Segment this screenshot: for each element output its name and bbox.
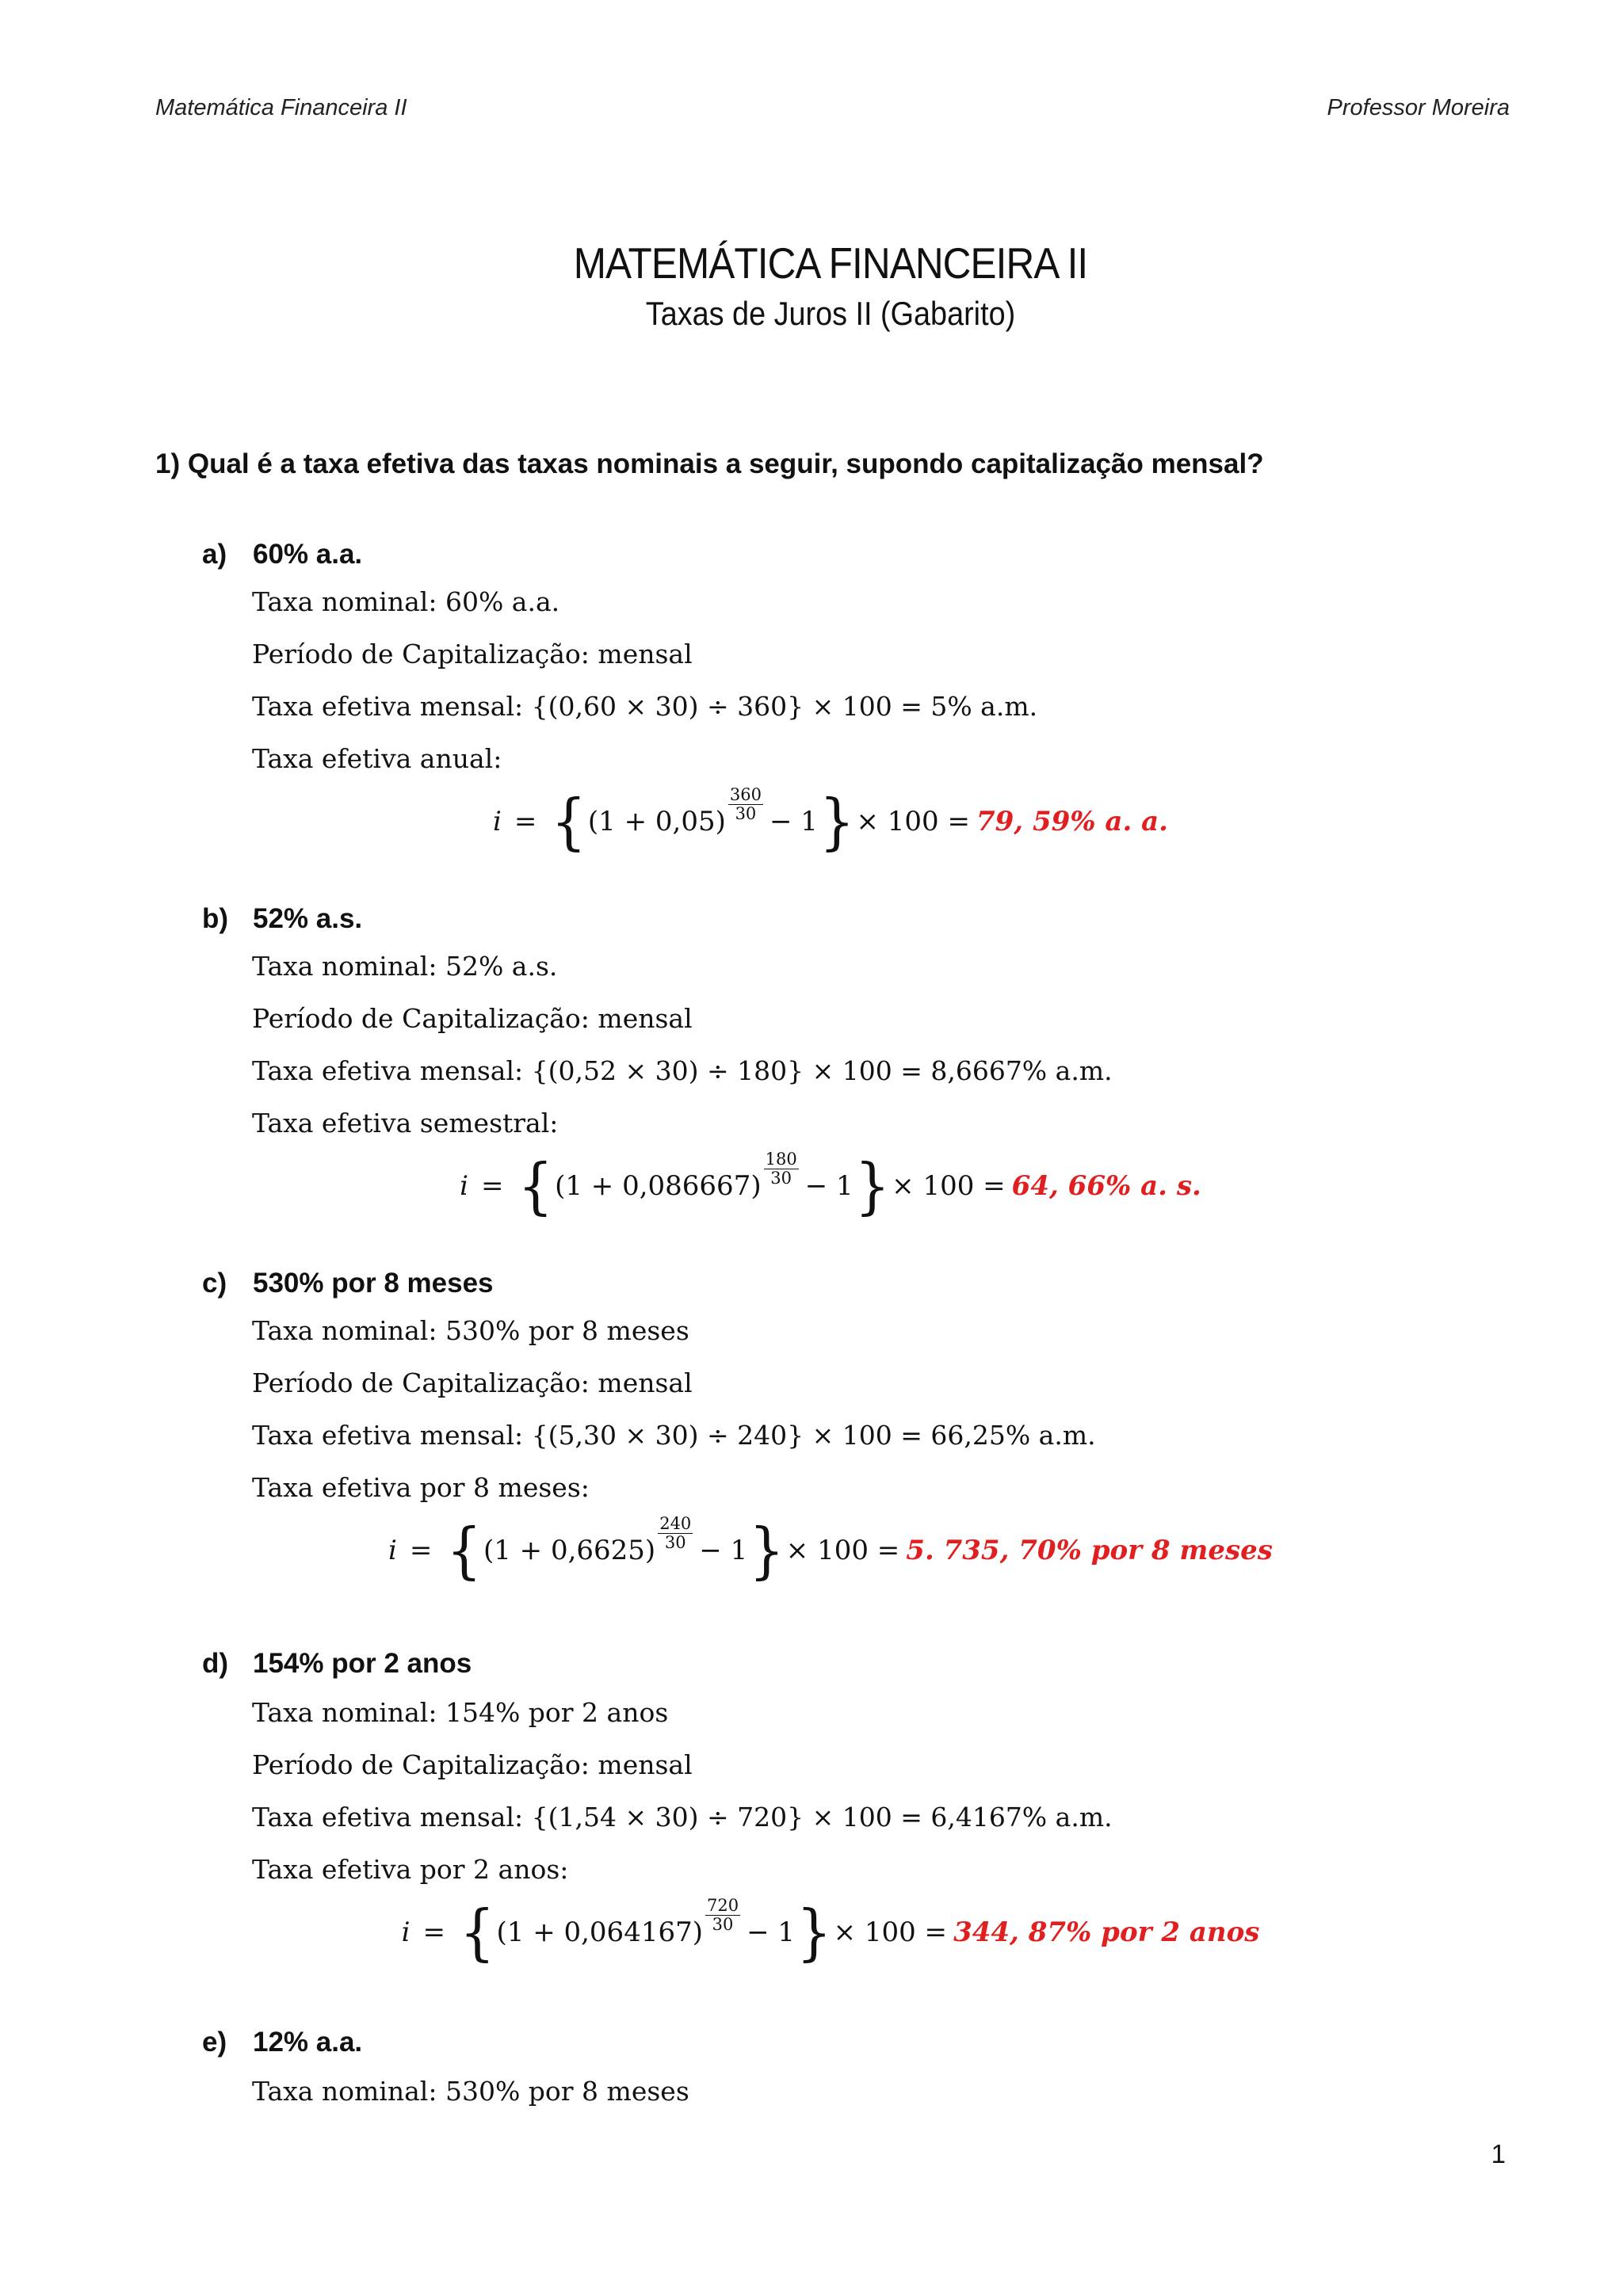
item-c-efetiva-label: Taxa efetiva por 8 meses:: [252, 1472, 590, 1503]
item-c-heading: [202, 1268, 494, 1299]
formula-tail: × 100 =: [892, 1170, 1006, 1202]
item-d-formula: i = { (1 + 0,064167) $\frac{720}{30}$ − 1 } × 100 = 344, 87% por 2 anos: [401, 1896, 1260, 1969]
formula-minus: − 1: [747, 1917, 796, 1948]
formula-result: 79, 59% a. a.: [976, 806, 1168, 837]
formula-minus: − 1: [769, 806, 818, 837]
question-1: 1) Qual é a taxa efetiva das taxas nominais a seguir, supondo capitalização mensal?: [155, 448, 1264, 479]
document-title: MATEMÁTICA FINANCEIRA II: [573, 238, 1088, 288]
formula-tail: × 100 =: [833, 1917, 948, 1948]
formula-tail: × 100 =: [785, 1535, 900, 1566]
item-label: a): [202, 539, 227, 570]
formula-base: (1 + 0,064167): [496, 1917, 703, 1948]
item-a-mensal: Taxa efetiva mensal: {(0,60 × 30) ÷ 360} × 100 = 5% a.m.: [252, 691, 1038, 722]
item-a-periodo: Período de Capitalização: mensal: [252, 639, 693, 669]
formula-exponent: $\frac{360}{30}$: [729, 785, 762, 823]
header-right: Professor Moreira: [1327, 95, 1510, 120]
item-d-mensal: Taxa efetiva mensal: {(1,54 × 30) ÷ 720} × 100 = 6,4167% a.m.: [252, 1802, 1113, 1833]
formula-minus: − 1: [699, 1535, 748, 1566]
item-label: d): [202, 1648, 229, 1679]
formula-var: i: [401, 1917, 411, 1948]
formula-var: i: [460, 1170, 469, 1202]
item-title: 12% a.a.: [253, 2027, 363, 2058]
formula-var: i: [388, 1535, 397, 1566]
formula-base: (1 + 0,6625): [483, 1535, 656, 1566]
item-c-periodo: Período de Capitalização: mensal: [252, 1367, 693, 1398]
item-c-nominal: Taxa nominal: 530% por 8 meses: [252, 1315, 689, 1346]
item-e-nominal: Taxa nominal: 530% por 8 meses: [252, 2076, 689, 2107]
item-d-nominal: Taxa nominal: 154% por 2 anos: [252, 1697, 669, 1728]
formula-exponent: $\frac{720}{30}$: [706, 1896, 739, 1934]
item-a-nominal: Taxa nominal: 60% a.a.: [252, 586, 560, 617]
formula-base: (1 + 0,05): [587, 806, 726, 837]
item-label: c): [202, 1268, 227, 1299]
item-a-efetiva-label: Taxa efetiva anual:: [252, 743, 502, 774]
formula-exponent: $\frac{240}{30}$: [659, 1514, 692, 1552]
item-d-efetiva-label: Taxa efetiva por 2 anos:: [252, 1854, 569, 1885]
item-b-efetiva-label: Taxa efetiva semestral:: [252, 1108, 559, 1138]
item-title: 154% por 2 anos: [253, 1648, 472, 1679]
header-left: Matemática Financeira II: [155, 95, 407, 120]
item-b-formula: i = { (1 + 0,086667) $\frac{180}{30}$ − 1 } × 100 = 64, 66% a. s.: [460, 1150, 1201, 1222]
item-title: 530% por 8 meses: [253, 1268, 494, 1299]
item-label: e): [202, 2027, 227, 2058]
formula-minus: − 1: [804, 1170, 854, 1202]
item-a-formula: i = { (1 + 0,05) $\frac{360}{30}$ − 1 } × 100 = 79, 59% a. a.: [493, 785, 1168, 858]
page-number: 1: [1491, 2139, 1506, 2168]
formula-result: 5. 735, 70% por 8 meses: [906, 1535, 1273, 1566]
item-a-heading: [202, 539, 362, 570]
formula-base: (1 + 0,086667): [555, 1170, 762, 1202]
item-b-periodo: Período de Capitalização: mensal: [252, 1003, 693, 1034]
formula-var: i: [493, 806, 502, 837]
formula-tail: × 100 =: [856, 806, 970, 837]
item-b-mensal: Taxa efetiva mensal: {(0,52 × 30) ÷ 180} × 100 = 8,6667% a.m.: [252, 1055, 1113, 1086]
item-label: b): [202, 903, 229, 934]
item-b-nominal: Taxa nominal: 52% a.s.: [252, 951, 558, 982]
item-c-mensal: Taxa efetiva mensal: {(5,30 × 30) ÷ 240} × 100 = 66,25% a.m.: [252, 1420, 1096, 1451]
item-b-heading: [202, 903, 362, 935]
item-e-heading: [202, 2027, 362, 2058]
formula-result: 64, 66% a. s.: [1011, 1170, 1201, 1202]
item-d-periodo: Período de Capitalização: mensal: [252, 1749, 693, 1780]
item-c-formula: i = { (1 + 0,6625) $\frac{240}{30}$ − 1 } × 100 = 5. 735, 70% por 8 meses: [388, 1514, 1273, 1587]
item-d-heading: [202, 1648, 472, 1680]
formula-result: 344, 87% por 2 anos: [953, 1917, 1260, 1948]
item-title: 60% a.a.: [253, 539, 363, 570]
item-title: 52% a.s.: [253, 903, 363, 934]
formula-exponent: $\frac{180}{30}$: [765, 1150, 797, 1188]
document-subtitle: Taxas de Juros II (Gabarito): [645, 295, 1016, 332]
